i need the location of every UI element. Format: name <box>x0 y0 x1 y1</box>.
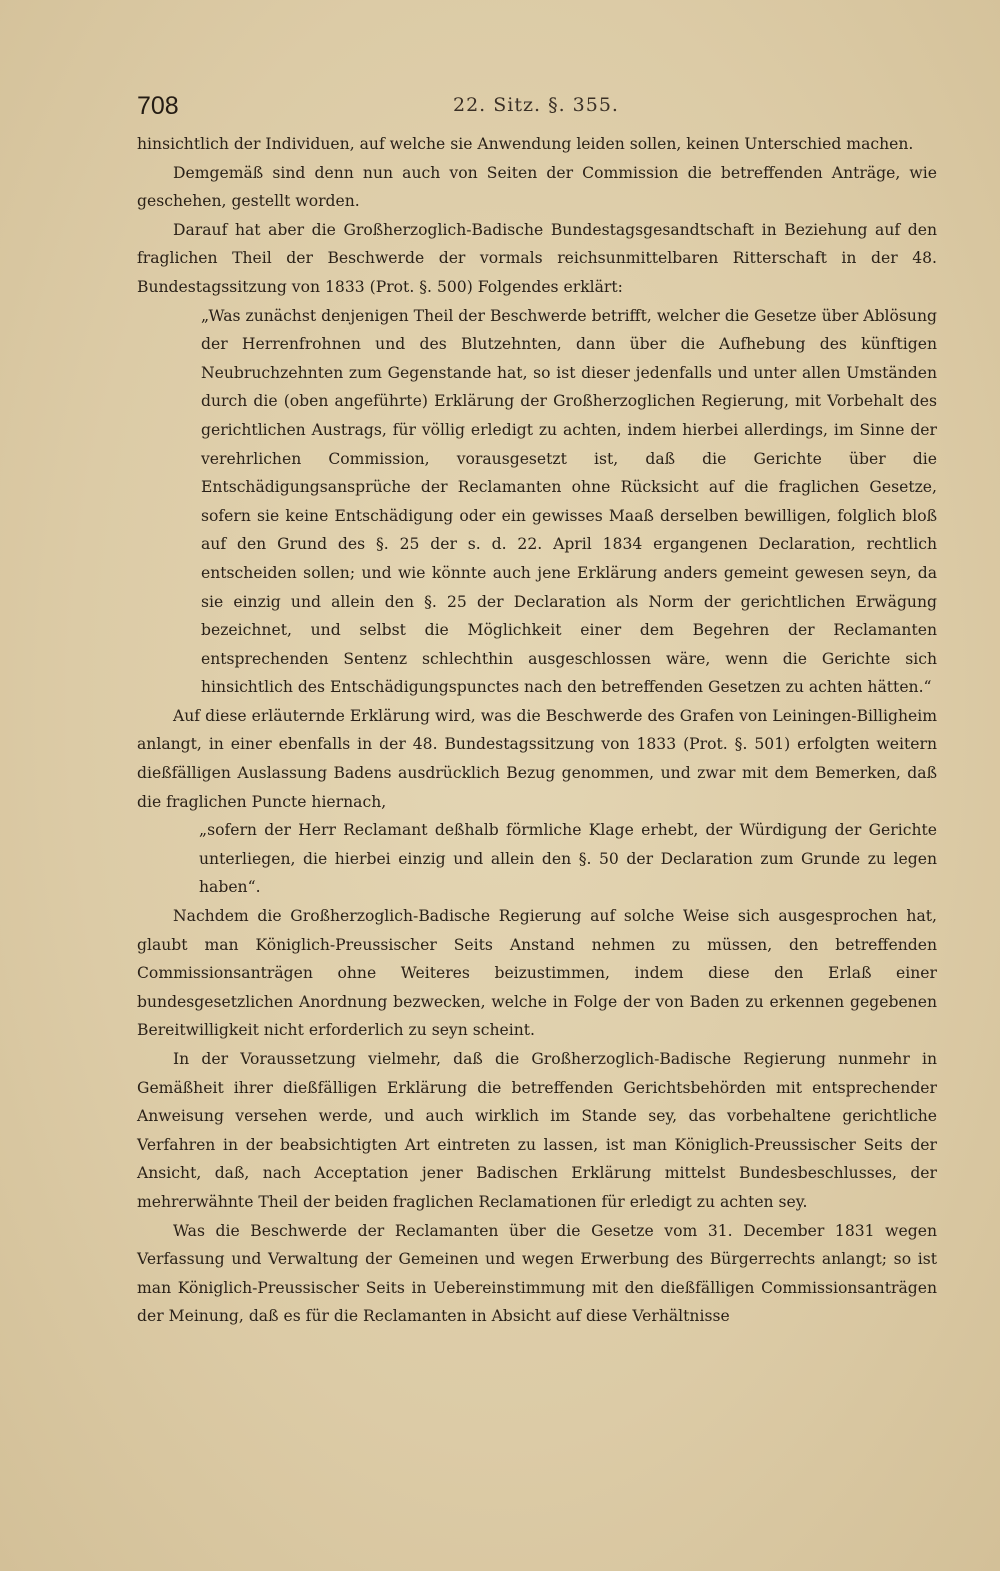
body-text <box>137 130 937 1331</box>
quoted-statement: „sofern der Herr Reclamant deßhalb förmliche Klage erhebt, der Würdigung der Gerichte unterliegen, die hierbei einzig und allein den §. 50 der Declaration zum Grunde zu legen haben“. <box>199 821 937 897</box>
paragraph-5: Nachdem die Großherzoglich-Badische Regierung auf solche Weise sich ausgesprochen hat, glaubt man Königlich-Preussischer Seits Anstand nehmen zu müssen, den betreffenden Commissionsanträgen ohne Weiteres beizustimmen, indem diese den Erlaß einer bundesgesetzlichen Anordnung bezwecken, welche in Folge der von Baden zu erkennen gegebenen Bereitwilligkeit nicht erforderlich zu seyn scheint. <box>137 907 937 1040</box>
paragraph-2: Demgemäß sind denn nun auch von Seiten der Commission die betreffenden Anträge, wie geschehen, gestellt worden. <box>137 163 937 211</box>
paragraph-4: Auf diese erläuternde Erklärung wird, was die Beschwerde des Grafen von Leiningen-Billigheim anlangt, in einer ebenfalls in der 48. Bundestagssitzung von 1833 (Prot. §. 501) erfolgten weitern dießfälligen Auslassung Badens ausdrücklich Bezug genommen, und zwar mit dem Bemerken, daß die fraglichen Puncte hiernach, <box>137 706 937 811</box>
page-header <box>137 92 937 122</box>
paragraph-7: Was die Beschwerde der Reclamanten über die Gesetze vom 31. December 1831 wegen Verfassung und Verwaltung der Gemeinen und wegen Erwerbung des Bürgerrechts anlangt; so ist man Königlich-Preussischer Seits in Uebereinstimmung mit den dießfälligen Commissionsanträgen der Meinung, daß es für die Reclamanten in Absicht auf diese Verhältnisse <box>137 1221 937 1326</box>
page-number: 708 <box>137 92 179 120</box>
paragraph-3: Darauf hat aber die Großherzoglich-Badische Bundestagsgesandtschaft in Beziehung auf den fraglichen Theil der Beschwerde der vormals reichsunmittelbaren Ritterschaft in der 48. Bundestagssitzung von 1833 (Prot. §. 500) Folgendes erklärt: <box>137 220 937 296</box>
running-title: 22. Sitz. §. 355. <box>453 94 619 116</box>
quoted-declaration: „Was zunächst denjenigen Theil der Beschwerde betrifft, welcher die Gesetze über Ablösung der Herrenfrohnen und des Blutzehnten, dann über die Aufhebung des künftigen Neubruchzehnten zum Gegenstande hat, so ist dieser jedenfalls und unter allen Umständen durch die (oben angeführte) Erklärung der Großherzoglichen Regierung, mit Vorbehalt des gerichtlichen Austrags, für völlig erledigt zu achten, indem hierbei allerdings, im Sinne der verehrlichen Commission, vorausgesetzt ist, daß die Gerichte über die Entschädigungsansprüche der Reclamanten ohne Rücksicht auf die fraglichen Gesetze, sofern sie keine Entschädigung oder ein gewisses Maaß derselben bewilligen, folglich bloß auf den Grund des §. 25 der s. d. 22. April 1834 ergangenen Declaration, rechtlich entscheiden sollen; und wie könnte auch jene Erklärung anders gemeint gewesen seyn, da sie einzig und allein den §. 25 der Declaration als Norm der gerichtlichen Erwägung bezeichnet, und selbst die Möglichkeit einer dem Begehren der Reclamanten entsprechenden Sentenz schlechthin ausgeschlossen wäre, wenn die Gerichte sich hinsichtlich des Entschädigungspunctes nach den betreffenden Gesetzen zu achten hätten.“ <box>201 306 937 697</box>
paragraph-6: In der Voraussetzung vielmehr, daß die Großherzoglich-Badische Regierung nunmehr in Gemäßheit ihrer dießfälligen Erklärung die betreffenden Gerichtsbehörden mit entsprechender Anweisung versehen werde, und auch wirklich im Stande sey, das vorbehaltene gerichtliche Verfahren in der beabsichtigten Art eintreten zu lassen, ist man Königlich-Preussischer Seits der Ansicht, daß, nach Acceptation jener Badischen Erklärung mittelst Bundesbeschlusses, der mehrerwähnte Theil der beiden fraglichen Reclamationen für erledigt zu achten sey. <box>137 1050 937 1211</box>
paragraph-1: hinsichtlich der Individuen, auf welche sie Anwendung leiden sollen, keinen Unterschied machen. <box>137 135 914 153</box>
